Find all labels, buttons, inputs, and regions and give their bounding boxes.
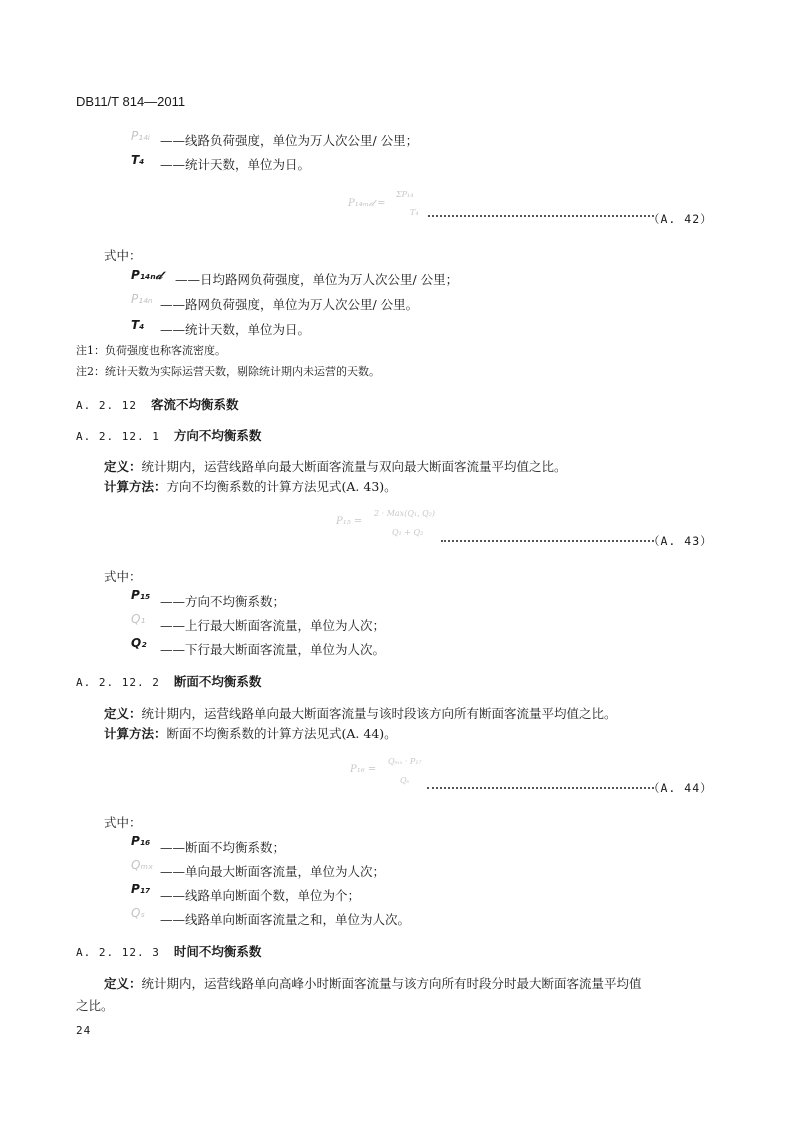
section-number: A. 2. 12. 3 [76, 946, 160, 959]
equation-number-a42: （A. 42） [648, 212, 713, 226]
symbol-q1: Q₁ [131, 612, 146, 626]
section-number: A. 2. 12. 2 [76, 676, 160, 689]
definition-direction-imbalance: ——方向不均衡系数； [160, 594, 286, 609]
section-number: A. 2. 12 [76, 399, 137, 412]
definition-paragraph [104, 457, 567, 475]
definition-upbound-max: ——上行最大断面客流量，单位为人次； [160, 618, 386, 633]
definition-text: 统计期内，运营线路单向高峰小时断面客流量与该方向所有时段分时最大断面客流量平均值 [141, 976, 642, 991]
symbol-p14i: P₁₄ᵢ [131, 129, 151, 143]
section-title: 断面不均衡系数 [173, 674, 262, 689]
definition-network-load: ——路网负荷强度，单位为万人次公里/ 公里。 [160, 297, 419, 312]
definition-label: 定义： [104, 459, 142, 474]
formula-a44-numerator: Qₘₓ · P₁₇ [388, 757, 422, 766]
calculation-paragraph [104, 477, 397, 495]
symbol-p17: P₁₇ [131, 882, 151, 896]
formula-leader-dots [428, 215, 654, 217]
definition-line-load-intensity: ——线路负荷强度，单位为万人次公里/ 公里； [160, 133, 419, 148]
calculation-label: 计算方法： [104, 479, 167, 494]
section-a2-12-1-heading [76, 426, 261, 444]
formula-a44-denominator: Qₛ [400, 776, 410, 785]
definition-paragraph [104, 704, 617, 722]
calculation-label: 计算方法： [104, 726, 167, 741]
equation-number-a44: （A. 44） [648, 781, 713, 795]
calculation-text: 断面不均衡系数的计算方法见式(A. 44)。 [166, 726, 397, 741]
definition-paragraph [104, 974, 642, 992]
definition-single-max-section: ——单向最大断面客流量，单位为人次； [160, 864, 386, 879]
symbol-t4: T₄ [131, 153, 145, 167]
symbol-p14nd: P₁₄ₙ𝒹 [131, 268, 162, 282]
symbol-q2: Q₂ [131, 636, 147, 650]
section-title: 时间不均衡系数 [173, 944, 262, 959]
definition-label: 定义： [104, 706, 142, 721]
definition-statistic-days: ——统计天数，单位为日。 [160, 157, 311, 172]
definition-text: 统计期内，运营线路单向最大断面客流量与双向最大断面客流量平均值之比。 [141, 459, 567, 474]
definition-downbound-max: ——下行最大断面客流量，单位为人次。 [160, 642, 386, 657]
section-a2-12-heading [76, 395, 239, 413]
symbol-qmx: Qₘₓ [131, 858, 154, 872]
section-a2-12-2-heading [76, 672, 261, 690]
note-1: 注1：负荷强度也称客流密度。 [76, 344, 226, 357]
definition-statistic-days: ——统计天数，单位为日。 [160, 322, 311, 337]
page-number: 24 [76, 1024, 92, 1037]
definition-section-count: ——线路单向断面个数，单位为个； [160, 888, 361, 903]
formula-a42-denominator: T₄ [410, 208, 419, 217]
formula-a43-denominator: Q₁ + Q₂ [392, 528, 424, 537]
calculation-text: 方向不均衡系数的计算方法见式(A. 43)。 [166, 479, 397, 494]
definition-daily-network-load: ——日均路网负荷强度，单位为万人次公里/ 公里； [175, 272, 459, 287]
formula-a42-lhs: P₁₄ₘ𝒹 = [348, 198, 386, 209]
document-code: DB11/T 814—2011 [76, 94, 186, 109]
definition-section-imbalance: ——断面不均衡系数； [160, 840, 286, 855]
formula-leader-dots [427, 787, 654, 789]
symbol-t4: T₄ [131, 318, 145, 332]
formula-a43-numerator: 2 · Max(Q₁, Q₂) [374, 509, 436, 518]
where-label: 式中： [104, 248, 142, 263]
symbol-p15: P₁₅ [131, 588, 151, 602]
definition-text: 统计期内，运营线路单向最大断面客流量与该时段该方向所有断面客流量平均值之比。 [141, 706, 617, 721]
symbol-p16: P₁₆ [131, 834, 151, 848]
formula-a44-lhs: P₁₆ = [350, 764, 377, 775]
where-label: 式中： [104, 569, 142, 584]
formula-a43-lhs: P₁₅ = [336, 516, 363, 527]
note-2: 注2：统计天数为实际运营天数，剔除统计期内未运营的天数。 [76, 365, 380, 378]
definition-continuation: 之比。 [76, 998, 114, 1013]
equation-number-a43: （A. 43） [648, 534, 713, 548]
formula-a42-numerator: ΣP₁₄ [396, 190, 414, 199]
symbol-qs: Qₛ [131, 906, 145, 920]
section-title: 方向不均衡系数 [173, 428, 262, 443]
definition-section-sum: ——线路单向断面客流量之和，单位为人次。 [160, 912, 411, 927]
section-number: A. 2. 12. 1 [76, 430, 160, 443]
definition-label: 定义： [104, 976, 142, 991]
symbol-p14n: P₁₄ₙ [131, 292, 153, 306]
calculation-paragraph [104, 724, 397, 742]
section-a2-12-3-heading [76, 942, 261, 960]
section-title: 客流不均衡系数 [150, 397, 239, 412]
where-label: 式中： [104, 815, 142, 830]
formula-leader-dots [441, 540, 654, 542]
